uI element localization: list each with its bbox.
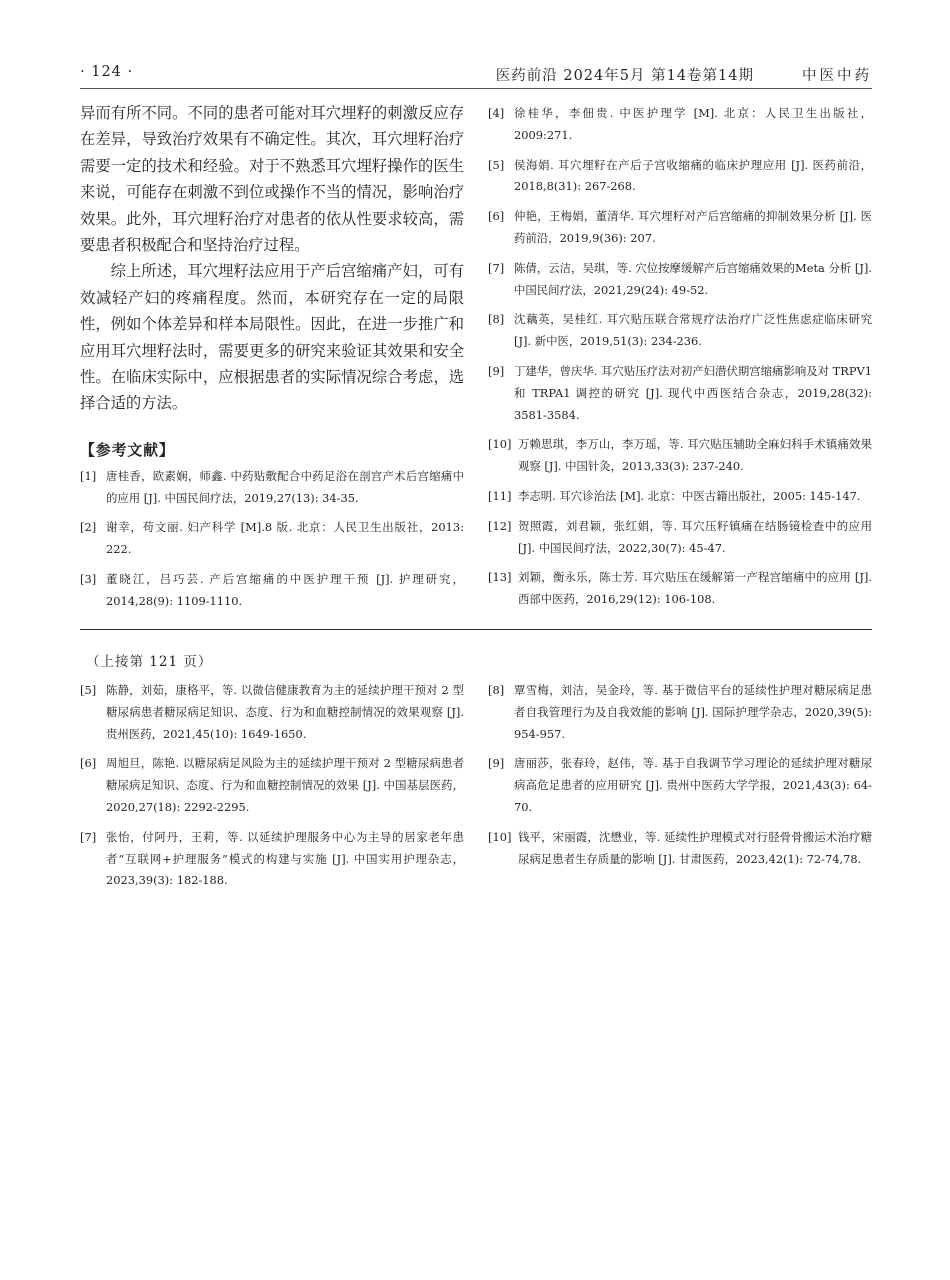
header-divider [80,88,872,89]
reference-item [488,361,872,426]
reference-number: [10] [488,437,512,452]
reference-number: [5] [80,683,97,697]
reference-number: [1] [80,468,97,483]
reference-number: [5] [488,157,505,172]
continuation-left-column [80,680,464,900]
reference-number: [10] [488,829,512,844]
page-header [80,64,872,86]
reference-text: 万赖思琪，李万山，李万瑶，等. 耳穴贴压辅助全麻妇科手术镇痛效果观察 [J]. 中国针灸，2013,33(3): 237-240. [518,437,872,474]
reference-item [488,827,872,871]
reference-text: 谢幸，苟文丽. 妇产科学 [M].8 版. 北京：人民卫生出版社，2013: 222. [106,520,464,557]
reference-item [80,753,464,818]
reference-item [488,103,872,147]
reference-number: [7] [488,260,505,275]
reference-text: 沈藕英，吴桂红. 耳穴贴压联合常规疗法治疗广泛性焦虑症临床研究 [J]. 新中医，2019,51(3): 234-236. [514,312,872,349]
reference-item [488,567,872,611]
reference-item [80,517,464,561]
reference-item [80,466,464,510]
reference-text: 仲艳，王梅娟，董清华. 耳穴埋籽对产后宫缩痛的抑制效果分析 [J]. 医药前沿，2019,9(36): 207. [514,209,872,245]
continuation-note: （上接第 121 页） [86,654,213,670]
reference-item [488,258,872,302]
reference-number: [13] [488,570,512,585]
reference-list-left [80,466,464,613]
reference-text: 唐桂香，欧素娴，师鑫. 中药贴敷配合中药足浴在剖宫产术后宫缩痛中的应用 [J]. 中国民间疗法，2019,27(13): 34-35. [106,468,464,505]
reference-number: [7] [80,829,97,844]
reference-item [488,680,872,745]
reference-text: 董晓江，吕巧芸. 产后宫缩痛的中医护理干预 [J]. 护理研究，2014,28(9): 1109-1110. [106,572,464,608]
reference-text: 贺照霞，刘君颖，张红娟，等. 耳穴压籽镇痛在结肠镜检查中的应用 [J]. 中国民间疗法，2022,30(7): 45-47. [518,518,872,555]
reference-item [80,827,464,892]
left-column [80,100,464,621]
reference-number: [6] [80,756,97,771]
reference-item [488,516,872,560]
section-divider [80,629,872,630]
right-column [488,103,872,619]
references-heading: 【参考文献】 [80,441,175,459]
reference-number: [2] [80,520,97,535]
reference-text: 钱平，宋丽霞，沈懋业，等. 延续性护理模式对行胫骨骨搬运术治疗糖尿病足患者生存质量的影响 [J]. 甘肃医药，2023,42(1): 72-74,78. [518,829,872,866]
reference-number: [8] [488,312,505,327]
reference-item [80,680,464,745]
reference-number: [4] [488,106,505,120]
reference-text: 丁建华，曾庆华. 耳穴贴压疗法对初产妇潜伏期宫缩痛影响及对 TRPV1 和 TRPA1 调控的研究 [J]. 现代中西医结合杂志，2019,28(32): 3581-3584. [514,363,872,422]
reference-text: 陈倩，云洁，吴琪，等. 穴位按摩缓解产后宫缩痛效果的Meta 分析 [J]. 中国民间疗法，2021,29(24): 49-52. [514,260,872,297]
body-paragraph: 综上所述，耳穴埋籽法应用于产后宫缩痛产妇，可有效减轻产妇的疼痛程度。然而，本研究存在一定的局限性，例如个体差异和样本局限性。因此，在进一步推广和应用耳穴埋籽法时，需要更多的研究来验证其效果和安全性。在临床实际中，应根据患者的实际情况综合考虑，选择合适的方法。 [80,262,464,413]
reference-number: [11] [488,488,512,503]
reference-text: 张怡，付阿丹，王莉，等. 以延续护理服务中心为主导的居家老年患者“互联网+护理服务”模式的构建与实施 [J]. 中国实用护理杂志，2023,39(3): 182-188. [106,829,464,888]
reference-number: [9] [488,363,505,378]
reference-item [488,206,872,250]
reference-text: 侯海娟. 耳穴埋籽在产后子宫收缩痛的临床护理应用 [J]. 医药前沿，2018,8(31): 267-268. [514,157,872,194]
reference-item [488,155,872,199]
reference-number: [6] [488,209,505,224]
reference-number: [3] [80,572,97,587]
page-number: · 124 · [80,64,134,80]
reference-text: 李志明. 耳穴诊治法 [M]. 北京：中医古籍出版社，2005: 145-147. [518,488,861,503]
reference-item [80,569,464,613]
reference-item [488,434,872,478]
continuation-right-column [488,680,872,878]
reference-item [488,309,872,353]
reference-number: [8] [488,683,505,697]
reference-number: [9] [488,756,505,771]
reference-text: 刘颖，衡永乐，陈士芳. 耳穴贴压在缓解第一产程宫缩痛中的应用 [J]. 西部中医药，2016,29(12): 106-108. [518,570,872,607]
reference-text: 覃雪梅，刘洁，吴金玲，等. 基于微信平台的延续性护理对糖尿病足患者自我管理行为及自我效能的影响 [J]. 国际护理学杂志，2020,39(5): 954-957. [514,683,872,741]
section-title: 中医中药 [802,68,872,84]
reference-text: 徐桂华，李佃贵. 中医护理学 [M]. 北京：人民卫生出版社，2009:271. [514,106,872,142]
reference-text: 陈静，刘茹，康格平，等. 以微信健康教育为主的延续护理干预对 2 型糖尿病患者糖尿病足知识、态度、行为和血糖控制情况的效果观察 [J]. 贵州医药，2021,45(10): 1649-1650. [106,683,464,741]
reference-item [488,753,872,818]
reference-item [488,486,872,508]
reference-number: [12] [488,518,512,533]
journal-info: 医药前沿 2024年5月 第14卷第14期 [495,68,754,84]
reference-text: 唐丽莎，张春玲，赵伟，等. 基于自我调节学习理论的延续护理对糖尿病高危足患者的应用研究 [J]. 贵州中医药大学学报，2021,43(3): 64-70. [514,756,872,814]
body-paragraph: 异而有所不同。不同的患者可能对耳穴埋籽的刺激反应存在差异，导致治疗效果有不确定性。其次，耳穴埋籽治疗需要一定的技术和经验。对于不熟悉耳穴埋籽操作的医生来说，可能存在刺激不到位或操作不当的情况，影响治疗效果。此外，耳穴埋籽治疗对患者的依从性要求较高，需要患者积极配合和坚持治疗过程。 [80,104,464,255]
reference-text: 周旭旦，陈艳. 以糖尿病足风险为主的延续护理干预对 2 型糖尿病患者糖尿病足知识、态度、行为和血糖控制情况的效果 [J]. 中国基层医药，2020,27(18): 2292-2295. [106,756,464,814]
